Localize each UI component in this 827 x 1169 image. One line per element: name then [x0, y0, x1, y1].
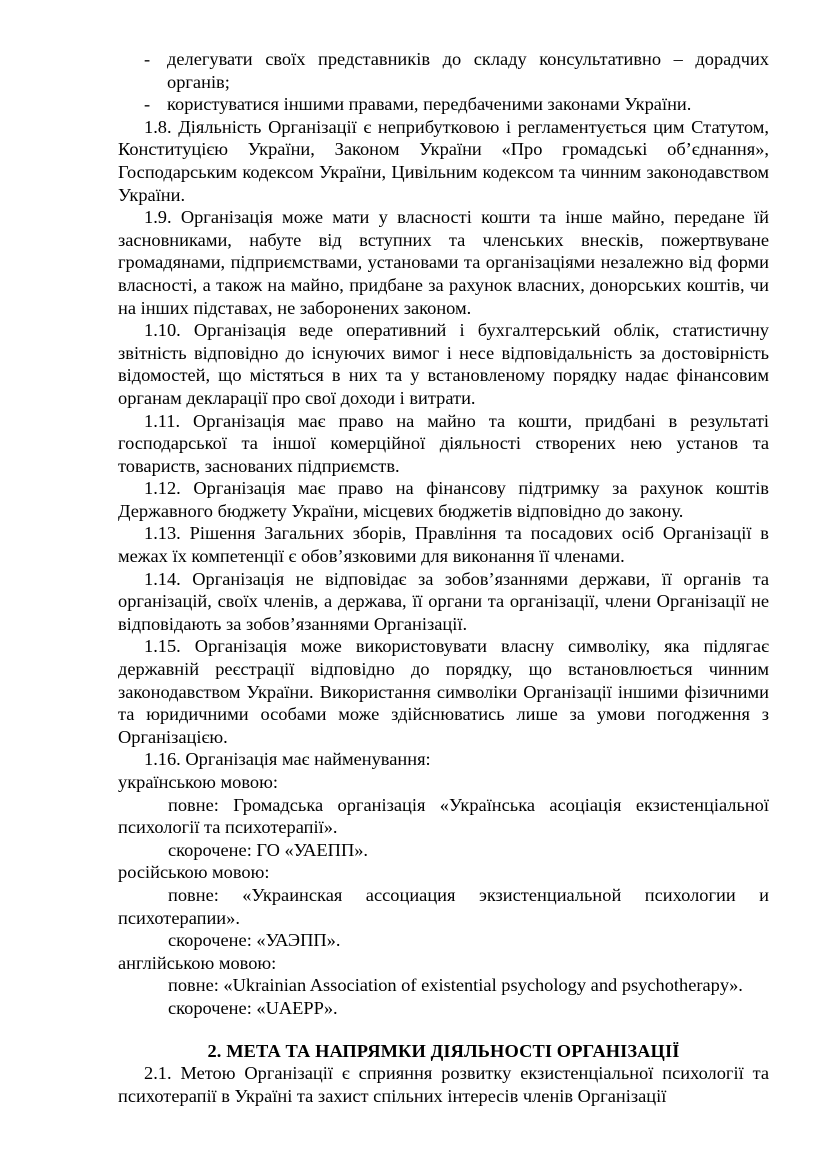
paragraph-1-11: 1.11. Організація має право на майно та кошти, придбані в результаті господарської та іншої комерційної діяльності створених нею установ та товариств, заснованих підприємств.: [118, 410, 769, 476]
name-full-english: повне: «Ukrainian Association of existential psychology and psychotherapy».: [168, 975, 743, 996]
paragraph-1-12: 1.12. Організація має право на фінансову підтримку за рахунок коштів Державного бюджету України, місцевих бюджетів відповідно до закону.: [118, 478, 769, 521]
bullet-marker: -: [144, 94, 151, 115]
bullet-item: [118, 93, 769, 116]
paragraph-1-13: 1.13. Рішення Загальних зборів, Правління та посадових осіб Організації в межах їх компетенції є обов’язковими для виконання її членами.: [118, 523, 769, 567]
bullet-item: [118, 48, 769, 93]
paragraph-1-8: 1.8. Діяльність Організації є неприбутковою і регламентується цим Статутом, Конституцією України, Законом України «Про громадські об’єднання», Господарським кодексом України, Цивільним кодексом та чинним законодавством України.: [118, 116, 769, 205]
name-full-ukrainian: повне: Громадська організація «Українська асоціація екзистенціальної психології та психотерапії».: [118, 794, 769, 838]
section-heading: 2. МЕТА ТА НАПРЯМКИ ДІЯЛЬНОСТІ ОРГАНІЗАЦІЇ: [207, 1040, 680, 1061]
paragraph-2-1: 2.1. Метою Організації є сприяння розвитку екзистенціальної психології та психотерапії в Україні та захист спільних інтересів членів Організації: [118, 1063, 769, 1106]
paragraph-1-16: 1.16. Організація має найменування:: [144, 749, 431, 770]
paragraph-1-15: 1.15. Організація може використовувати власну символіку, яка підлягає державній реєстрації відповідно до порядку, що встановлюється чинним законодавством України. Використання символіки Організації іншими фізичними та юридичними особами може здійснюватись лише за умови погодження з Організацією.: [118, 636, 769, 747]
paragraph-1-10: 1.10. Організація веде оперативний і бухгалтерський облік, статистичну звітність відповідно до існуючих вимог і несе відповідальність за достовірність відомостей, що містяться в них та у встановленому порядку надає фінансовим органам декларації про свої доходи і витрати.: [118, 320, 769, 408]
paragraph-1-9: 1.9. Організація може мати у власності кошти та інше майно, передане їй засновниками, набуте від вступних та членських внесків, пожертвуване громадянами, підприємствами, установами та організаціями незалежно від форми власності, а також на майно, придбане за рахунок власних, донорських коштів, чи на інших підставах, не заборонених законом.: [118, 207, 769, 318]
name-full-russian: повне: «Украинская ассоциация экзистенциальной психологии и психотерапии».: [118, 884, 769, 928]
lang-label-russian: російською мовою:: [118, 862, 270, 883]
name-short-ukrainian: скорочене: ГО «УАЕПП».: [168, 839, 369, 860]
lang-label-ukrainian: українською мовою:: [118, 772, 278, 792]
name-short-english: скорочене: «UAEPP».: [168, 997, 338, 1018]
paragraph-1-14: 1.14. Організація не відповідає за зобов’язаннями держави, її органів та організацій, своїх членів, а держава, її органи та організації, члени Організації не відповідають за зобов’язаннями Організації.: [118, 568, 769, 634]
bullet-text: користуватися іншими правами, передбаченими законами України.: [167, 94, 692, 115]
bullet-text: делегувати своїх представників до складу консультативно – дорадчих органів;: [167, 49, 769, 92]
name-short-russian: скорочене: «УАЭПП».: [168, 930, 341, 951]
lang-label-english: англійською мовою:: [118, 952, 277, 973]
bullet-marker: -: [144, 49, 151, 69]
